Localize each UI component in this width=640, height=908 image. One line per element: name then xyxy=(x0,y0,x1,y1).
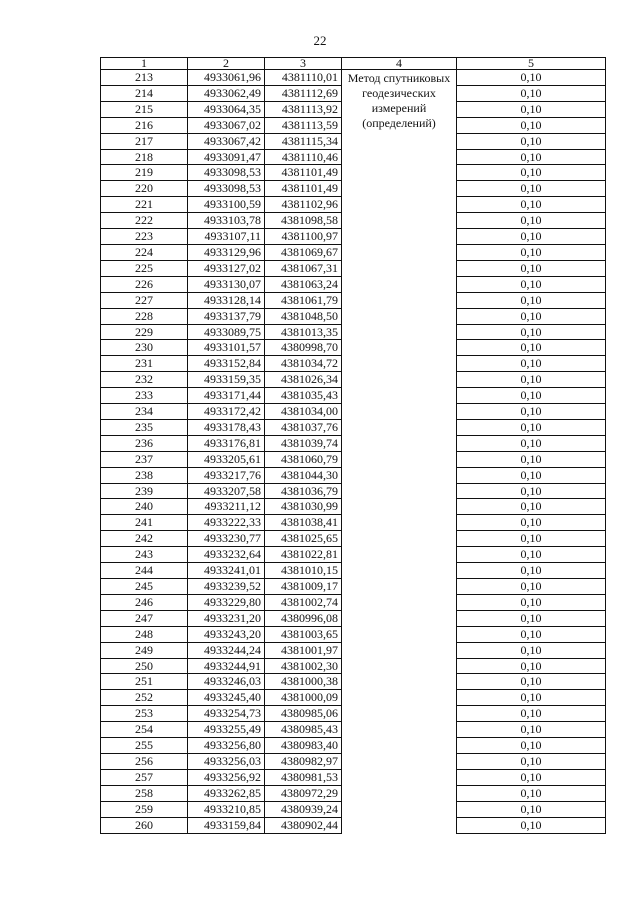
point-number-cell: 232 xyxy=(101,372,188,388)
x-coordinate-cell: 4933229,80 xyxy=(188,594,265,610)
point-number-cell: 216 xyxy=(101,117,188,133)
point-number-cell: 247 xyxy=(101,610,188,626)
point-number-cell: 213 xyxy=(101,70,188,86)
x-coordinate-cell: 4933128,14 xyxy=(188,292,265,308)
y-coordinate-cell: 4380985,06 xyxy=(265,706,342,722)
x-coordinate-cell: 4933152,84 xyxy=(188,356,265,372)
y-coordinate-cell: 4381002,30 xyxy=(265,658,342,674)
point-number-cell: 220 xyxy=(101,181,188,197)
x-coordinate-cell: 4933262,85 xyxy=(188,785,265,801)
accuracy-cell: 0,10 xyxy=(457,467,606,483)
x-coordinate-cell: 4933217,76 xyxy=(188,467,265,483)
point-number-cell: 250 xyxy=(101,658,188,674)
accuracy-cell: 0,10 xyxy=(457,324,606,340)
accuracy-cell: 0,10 xyxy=(457,404,606,420)
y-coordinate-cell: 4381037,76 xyxy=(265,419,342,435)
accuracy-cell: 0,10 xyxy=(457,769,606,785)
y-coordinate-cell: 4381035,43 xyxy=(265,388,342,404)
point-number-cell: 260 xyxy=(101,817,188,833)
x-coordinate-cell: 4933256,92 xyxy=(188,769,265,785)
column-header: 5 xyxy=(457,58,606,70)
accuracy-cell: 0,10 xyxy=(457,244,606,260)
accuracy-cell: 0,10 xyxy=(457,706,606,722)
accuracy-cell: 0,10 xyxy=(457,658,606,674)
y-coordinate-cell: 4381001,97 xyxy=(265,642,342,658)
x-coordinate-cell: 4933101,57 xyxy=(188,340,265,356)
y-coordinate-cell: 4380939,24 xyxy=(265,801,342,817)
y-coordinate-cell: 4381003,65 xyxy=(265,626,342,642)
x-coordinate-cell: 4933098,53 xyxy=(188,181,265,197)
y-coordinate-cell: 4381067,31 xyxy=(265,260,342,276)
x-coordinate-cell: 4933244,91 xyxy=(188,658,265,674)
y-coordinate-cell: 4381036,79 xyxy=(265,483,342,499)
accuracy-cell: 0,10 xyxy=(457,165,606,181)
x-coordinate-cell: 4933103,78 xyxy=(188,213,265,229)
point-number-cell: 257 xyxy=(101,769,188,785)
y-coordinate-cell: 4381000,09 xyxy=(265,690,342,706)
accuracy-cell: 0,10 xyxy=(457,690,606,706)
accuracy-cell: 0,10 xyxy=(457,674,606,690)
y-coordinate-cell: 4381110,01 xyxy=(265,70,342,86)
accuracy-cell: 0,10 xyxy=(457,276,606,292)
point-number-cell: 230 xyxy=(101,340,188,356)
accuracy-cell: 0,10 xyxy=(457,626,606,642)
point-number-cell: 219 xyxy=(101,165,188,181)
x-coordinate-cell: 4933107,11 xyxy=(188,229,265,245)
x-coordinate-cell: 4933207,58 xyxy=(188,483,265,499)
y-coordinate-cell: 4380998,70 xyxy=(265,340,342,356)
point-number-cell: 236 xyxy=(101,435,188,451)
y-coordinate-cell: 4381113,92 xyxy=(265,101,342,117)
y-coordinate-cell: 4380902,44 xyxy=(265,817,342,833)
x-coordinate-cell: 4933222,33 xyxy=(188,515,265,531)
accuracy-cell: 0,10 xyxy=(457,372,606,388)
point-number-cell: 239 xyxy=(101,483,188,499)
x-coordinate-cell: 4933137,79 xyxy=(188,308,265,324)
point-number-cell: 233 xyxy=(101,388,188,404)
accuracy-cell: 0,10 xyxy=(457,340,606,356)
y-coordinate-cell: 4381044,30 xyxy=(265,467,342,483)
accuracy-cell: 0,10 xyxy=(457,388,606,404)
accuracy-cell: 0,10 xyxy=(457,722,606,738)
x-coordinate-cell: 4933255,49 xyxy=(188,722,265,738)
y-coordinate-cell: 4381022,81 xyxy=(265,547,342,563)
x-coordinate-cell: 4933172,42 xyxy=(188,404,265,420)
y-coordinate-cell: 4381110,46 xyxy=(265,149,342,165)
accuracy-cell: 0,10 xyxy=(457,260,606,276)
accuracy-cell: 0,10 xyxy=(457,181,606,197)
x-coordinate-cell: 4933159,35 xyxy=(188,372,265,388)
point-number-cell: 255 xyxy=(101,738,188,754)
y-coordinate-cell: 4380996,08 xyxy=(265,610,342,626)
accuracy-cell: 0,10 xyxy=(457,149,606,165)
x-coordinate-cell: 4933091,47 xyxy=(188,149,265,165)
point-number-cell: 226 xyxy=(101,276,188,292)
table-row xyxy=(101,70,606,86)
point-number-cell: 241 xyxy=(101,515,188,531)
column-header: 4 xyxy=(342,58,457,70)
x-coordinate-cell: 4933098,53 xyxy=(188,165,265,181)
accuracy-cell: 0,10 xyxy=(457,531,606,547)
point-number-cell: 240 xyxy=(101,499,188,515)
accuracy-cell: 0,10 xyxy=(457,308,606,324)
method-cell: Метод спутниковых геодезических измерений (определений) xyxy=(342,70,457,834)
accuracy-cell: 0,10 xyxy=(457,101,606,117)
point-number-cell: 243 xyxy=(101,547,188,563)
accuracy-cell: 0,10 xyxy=(457,117,606,133)
y-coordinate-cell: 4381010,15 xyxy=(265,563,342,579)
y-coordinate-cell: 4380972,29 xyxy=(265,785,342,801)
y-coordinate-cell: 4381100,97 xyxy=(265,229,342,245)
point-number-cell: 227 xyxy=(101,292,188,308)
point-number-cell: 256 xyxy=(101,753,188,769)
x-coordinate-cell: 4933129,96 xyxy=(188,244,265,260)
accuracy-cell: 0,10 xyxy=(457,594,606,610)
point-number-cell: 235 xyxy=(101,419,188,435)
point-number-cell: 254 xyxy=(101,722,188,738)
x-coordinate-cell: 4933230,77 xyxy=(188,531,265,547)
accuracy-cell: 0,10 xyxy=(457,419,606,435)
coordinates-table xyxy=(100,57,606,834)
y-coordinate-cell: 4381038,41 xyxy=(265,515,342,531)
y-coordinate-cell: 4380981,53 xyxy=(265,769,342,785)
point-number-cell: 244 xyxy=(101,563,188,579)
point-number-cell: 217 xyxy=(101,133,188,149)
y-coordinate-cell: 4380985,43 xyxy=(265,722,342,738)
y-coordinate-cell: 4381101,49 xyxy=(265,181,342,197)
y-coordinate-cell: 4381112,69 xyxy=(265,85,342,101)
x-coordinate-cell: 4933210,85 xyxy=(188,801,265,817)
point-number-cell: 249 xyxy=(101,642,188,658)
point-number-cell: 218 xyxy=(101,149,188,165)
y-coordinate-cell: 4381063,24 xyxy=(265,276,342,292)
accuracy-cell: 0,10 xyxy=(457,547,606,563)
point-number-cell: 215 xyxy=(101,101,188,117)
y-coordinate-cell: 4381101,49 xyxy=(265,165,342,181)
table-header-row xyxy=(101,58,606,70)
accuracy-cell: 0,10 xyxy=(457,292,606,308)
accuracy-cell: 0,10 xyxy=(457,197,606,213)
accuracy-cell: 0,10 xyxy=(457,435,606,451)
x-coordinate-cell: 4933067,42 xyxy=(188,133,265,149)
x-coordinate-cell: 4933256,80 xyxy=(188,738,265,754)
accuracy-cell: 0,10 xyxy=(457,610,606,626)
y-coordinate-cell: 4381069,67 xyxy=(265,244,342,260)
y-coordinate-cell: 4381098,58 xyxy=(265,213,342,229)
x-coordinate-cell: 4933254,73 xyxy=(188,706,265,722)
y-coordinate-cell: 4381115,34 xyxy=(265,133,342,149)
y-coordinate-cell: 4381025,65 xyxy=(265,531,342,547)
point-number-cell: 252 xyxy=(101,690,188,706)
y-coordinate-cell: 4381061,79 xyxy=(265,292,342,308)
accuracy-cell: 0,10 xyxy=(457,70,606,86)
x-coordinate-cell: 4933256,03 xyxy=(188,753,265,769)
point-number-cell: 234 xyxy=(101,404,188,420)
point-number-cell: 245 xyxy=(101,579,188,595)
x-coordinate-cell: 4933064,35 xyxy=(188,101,265,117)
column-header: 3 xyxy=(265,58,342,70)
column-header: 1 xyxy=(101,58,188,70)
point-number-cell: 248 xyxy=(101,626,188,642)
x-coordinate-cell: 4933244,24 xyxy=(188,642,265,658)
x-coordinate-cell: 4933211,12 xyxy=(188,499,265,515)
point-number-cell: 231 xyxy=(101,356,188,372)
x-coordinate-cell: 4933243,20 xyxy=(188,626,265,642)
x-coordinate-cell: 4933232,64 xyxy=(188,547,265,563)
y-coordinate-cell: 4381026,34 xyxy=(265,372,342,388)
x-coordinate-cell: 4933062,49 xyxy=(188,85,265,101)
point-number-cell: 258 xyxy=(101,785,188,801)
x-coordinate-cell: 4933159,84 xyxy=(188,817,265,833)
page-number: 22 xyxy=(313,33,327,48)
y-coordinate-cell: 4381060,79 xyxy=(265,451,342,467)
x-coordinate-cell: 4933205,61 xyxy=(188,451,265,467)
point-number-cell: 228 xyxy=(101,308,188,324)
point-number-cell: 237 xyxy=(101,451,188,467)
accuracy-cell: 0,10 xyxy=(457,785,606,801)
accuracy-cell: 0,10 xyxy=(457,563,606,579)
x-coordinate-cell: 4933178,43 xyxy=(188,419,265,435)
y-coordinate-cell: 4380982,97 xyxy=(265,753,342,769)
point-number-cell: 251 xyxy=(101,674,188,690)
x-coordinate-cell: 4933245,40 xyxy=(188,690,265,706)
accuracy-cell: 0,10 xyxy=(457,499,606,515)
y-coordinate-cell: 4381034,72 xyxy=(265,356,342,372)
y-coordinate-cell: 4381009,17 xyxy=(265,579,342,595)
point-number-cell: 229 xyxy=(101,324,188,340)
accuracy-cell: 0,10 xyxy=(457,817,606,833)
y-coordinate-cell: 4381048,50 xyxy=(265,308,342,324)
x-coordinate-cell: 4933239,52 xyxy=(188,579,265,595)
column-header: 2 xyxy=(188,58,265,70)
point-number-cell: 221 xyxy=(101,197,188,213)
accuracy-cell: 0,10 xyxy=(457,483,606,499)
y-coordinate-cell: 4381000,38 xyxy=(265,674,342,690)
point-number-cell: 238 xyxy=(101,467,188,483)
accuracy-cell: 0,10 xyxy=(457,579,606,595)
y-coordinate-cell: 4381034,00 xyxy=(265,404,342,420)
accuracy-cell: 0,10 xyxy=(457,133,606,149)
point-number-cell: 259 xyxy=(101,801,188,817)
accuracy-cell: 0,10 xyxy=(457,85,606,101)
point-number-cell: 224 xyxy=(101,244,188,260)
accuracy-cell: 0,10 xyxy=(457,753,606,769)
point-number-cell: 246 xyxy=(101,594,188,610)
point-number-cell: 223 xyxy=(101,229,188,245)
x-coordinate-cell: 4933246,03 xyxy=(188,674,265,690)
x-coordinate-cell: 4933231,20 xyxy=(188,610,265,626)
accuracy-cell: 0,10 xyxy=(457,642,606,658)
point-number-cell: 253 xyxy=(101,706,188,722)
accuracy-cell: 0,10 xyxy=(457,738,606,754)
y-coordinate-cell: 4381039,74 xyxy=(265,435,342,451)
x-coordinate-cell: 4933127,02 xyxy=(188,260,265,276)
accuracy-cell: 0,10 xyxy=(457,801,606,817)
accuracy-cell: 0,10 xyxy=(457,213,606,229)
x-coordinate-cell: 4933100,59 xyxy=(188,197,265,213)
y-coordinate-cell: 4381102,96 xyxy=(265,197,342,213)
y-coordinate-cell: 4380983,40 xyxy=(265,738,342,754)
x-coordinate-cell: 4933171,44 xyxy=(188,388,265,404)
accuracy-cell: 0,10 xyxy=(457,229,606,245)
accuracy-cell: 0,10 xyxy=(457,515,606,531)
y-coordinate-cell: 4381030,99 xyxy=(265,499,342,515)
x-coordinate-cell: 4933061,96 xyxy=(188,70,265,86)
point-number-cell: 225 xyxy=(101,260,188,276)
x-coordinate-cell: 4933089,75 xyxy=(188,324,265,340)
accuracy-cell: 0,10 xyxy=(457,451,606,467)
point-number-cell: 214 xyxy=(101,85,188,101)
y-coordinate-cell: 4381002,74 xyxy=(265,594,342,610)
point-number-cell: 242 xyxy=(101,531,188,547)
x-coordinate-cell: 4933241,01 xyxy=(188,563,265,579)
accuracy-cell: 0,10 xyxy=(457,356,606,372)
point-number-cell: 222 xyxy=(101,213,188,229)
x-coordinate-cell: 4933130,07 xyxy=(188,276,265,292)
x-coordinate-cell: 4933176,81 xyxy=(188,435,265,451)
y-coordinate-cell: 4381013,35 xyxy=(265,324,342,340)
x-coordinate-cell: 4933067,02 xyxy=(188,117,265,133)
y-coordinate-cell: 4381113,59 xyxy=(265,117,342,133)
